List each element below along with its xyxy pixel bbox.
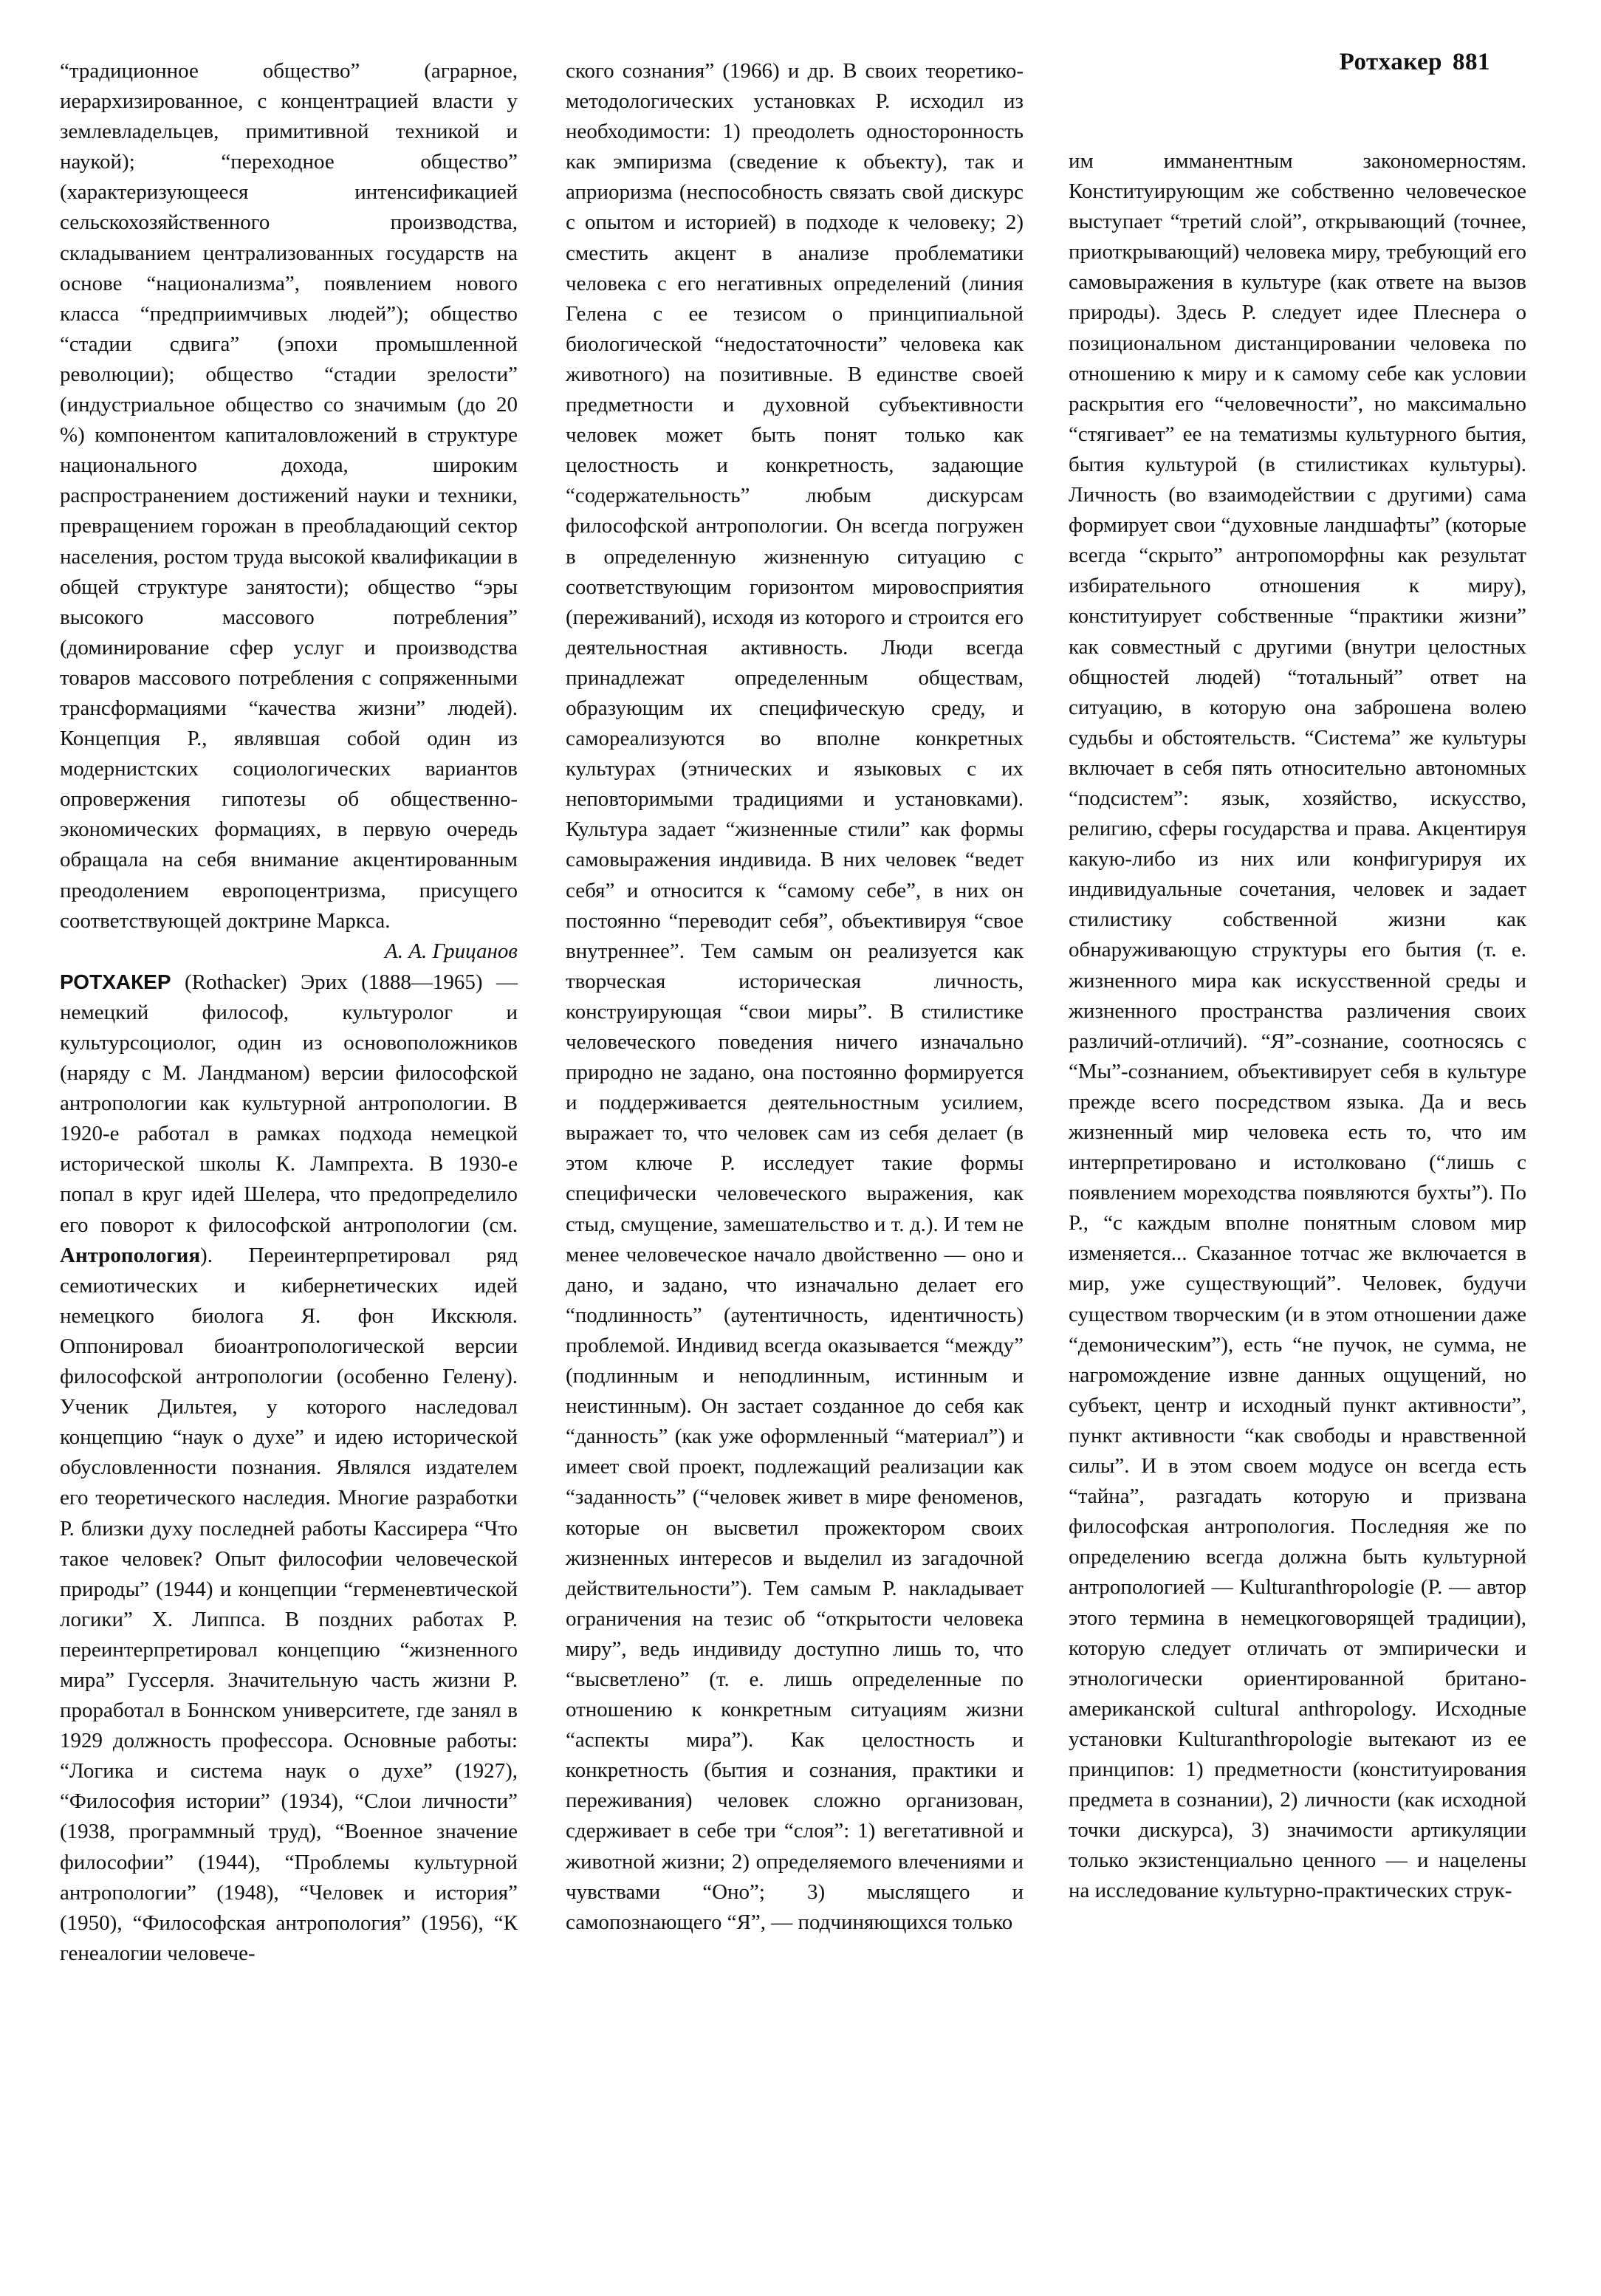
cross-reference-link: Антропология (60, 1243, 201, 1267)
running-title: Ротхакер (1339, 49, 1442, 75)
running-header (1340, 49, 1490, 76)
entry-rothacker (60, 967, 518, 1969)
entry-text-continued: ского сознания” (1966) и др. В своих теоретико-методологических установках Р. исходил из необходимости: 1) преодолеть односторонность как эмпиризма (сведение к объекту), так и априоризма (неспособность связать свой дискурс с опытом и историей) в подходе к человеку; 2) сместить акцент в анализе проблематики человека с его негативных определений (линия Гелена с ее тезисом о принципиальной биологической “недостаточности” человека как животного) на позитивные. В единстве своей предметности и духовной субъективности человек может быть понят только как целостность и конкретность, задающие “содержательность” любым дискурсам философской антропологии. Он всегда погружен в определенную жизненную ситуацию с соответствующим горизонтом мировосприятия (переживаний), исходя из которого и строится его деятельностная активность. Люди всегда принадлежат определенным обществам, образующим их специфическую среду, и самореализуются во вполне конкретных культурах (этнических и языковых с их неповторимыми традициями и установками). Культура задает “жизненные стили” как формы самовыражения индивида. В них человек “ведет себя” и относится к “самому себе”, в них он постоянно “переводит себя”, объективируя “свое внутреннее”. Тем самым он реализуется как творческая историческая личность, конструирующая “свои миры”. В стилистике человеческого поведения ничего изначально природно не задано, она постоянно формируется и поддерживается деятельностным усилием, выражает то, что человек сам из себя делает (в этом ключе Р. исследует такие формы специфически человеческого выражения, как стыд, смущение, замешательство и т. д.). И тем не менее человеческое начало двойственно — оно и дано, и задано, что изначально делает его “подлинность” (аутентичность, идентичность) проблемой. Индивид всегда оказывается “между” (подлинным и неподлинным, истинным и неистинным). Он застает созданное до себя как “данность” (как уже оформленный “материал”) и имеет свой проект, подлежащий реализации как “заданность” (“человек живет в мире феноменов, которые он высветил прожектором своих жизненных интересов и выделил из загадочной действительности”). Тем самым Р. накладывает ограничения на тезис об “открытости человека миру”, ведь индивиду доступно лишь то, что “высветлено” (т. е. лишь определенные по отношению к конкретным ситуациям жизни “аспекты мира”). Как целостность и конкретность (бытия и сознания, практики и переживания) человек сложно организован, сдерживает в себе три “слоя”: 1) вегетативной и животной жизни; 2) определяемого влечениями и чувствами “Оно”; 3) мыслящего и самопознающего “Я”, — подчиняющихся только (566, 59, 1024, 1934)
previous-article-text: “традиционное общество” (аграрное, иерархизированное, с концентрацией власти у землевладельцев, примитивной техникой и наукой); “переходное общество” (характеризующееся интенсификацией сельскохозяйственного производства, складыванием централизованных государств на основе “национализма”, появлением нового класса “предприимчивых людей”); общество “стадии сдвига” (эпохи промышленной революции); общество “стадии зрелости” (индустриальное общество со значимым (до 20 %) компонентом капиталовложений в структуре национального дохода, широким распространением достижений науки и техники, превращением горожан в преобладающий сектор населения, ростом труда высокой квалификации в общей структуре занятости); общество “эры высокого массового потребления” (доминирование сфер услуг и производства товаров массового потребления с сопряженными трансформациями “качества жизни” людей). Концепция Р., являвшая собой один из модернистских социологических вариантов опровержения гипотезы об общественно-экономических формациях, в первую очередь обращала на себя внимание акцентированным преодолением европоцентризма, присущего соответствующей доктрине Маркса. (60, 59, 518, 933)
page-number: 881 (1453, 49, 1490, 75)
entry-text-part-b: ). Переинтерпретировал ряд семиотических и кибернетических идей немецкого биолога Я. фон Икскюля. Оппонировал биоантропологической версии философской антропологии (особенно Гелену). Ученик Дильтея, у которого наследовал концепцию “наук о духе” и идею исторической обусловленности познания. Являлся издателем его теоретического наследия. Многие разработки Р. близки духу последней работы Кассирера “Что такое человек? Опыт философии человеческой природы” (1944) и концепции “герменевтической логики” Х. Липпса. В поздних работах Р. переинтерпретировал концепцию “жизненного мира” Гуссерля. Значительную часть жизни Р. проработал в Боннском университете, где занял в 1929 должность профессора. Основные работы: “Логика и система наук о духе” (1927), “Философия истории” (1934), “Слои личности” (1938, программный труд), “Военное значение философии” (1944), “Проблемы культурной антропологии” (1948), “Человек и история” (1950), “Философская антропология” (1956), “К генеалогии человече- (60, 1243, 518, 1965)
entry-term: РОТХАКЕР (60, 970, 171, 993)
entry-text-part-a: (Rothacker) Эрих (1888—1965) — немецкий философ, культуролог и культурсоциолог, один из основоположников (наряду с М. Ландманом) версии философской антропологии как культурной антропологии. В 1920-е работал в рамках подхода немецкой исторической школы К. Лампрехта. В 1930-е попал в круг идей Шелера, что предопределило его поворот к философской антропологии (см. (60, 970, 518, 1237)
column-left (60, 56, 518, 1969)
entry-text-continued-2: им имманентным закономерностям. Конституирующим же собственно человеческое выступает “третий слой”, открывающий (точнее, приоткрывающий) человека миру, требующий его самовыражения в культуре (как ответе на вызов природы). Здесь Р. следует идее Плеснера о позициональном дистанцировании человека по отношению к миру и к самому себе как условии раскрытия его “человечности”, но максимально “стягивает” ее на тематизмы культурного бытия, бытия культурой (в стилистиках культуры). Личность (во взаимодействии с другими) сама формирует свои “духовные ландшафты” (которые всегда “скрыто” антропоморфны как результат избирательного отношения к миру), конституирует собственные “практики жизни” как совместный с другими (внутри целостных общностей людей) “тотальный” ответ на ситуацию, в которую она заброшена волею судьбы и обстоятельств. “Система” же культуры включает в себя пять относительно автономных “подсистем”: язык, хозяйство, искусство, религию, сферы государства и права. Акцентируя какую-либо из них или конфигурируя их индивидуальные сочетания, человек и задает стилистику собственной жизни как обнаруживающую структуры его бытия (т. е. жизненного мира как искусственной среды и жизненного пространства различения своих различий-отличий). “Я”-сознание, соотносясь с “Мы”-сознанием, объективирует себя в культуре прежде всего посредством языка. Да и весь жизненный мир человека есть то, что им интерпретировано и истолковано (“лишь с появлением мореходства появляются бухты”). По Р., “с каждым вполне понятным словом мир изменяется... Сказанное тотчас же включается в мир, уже существующий”. Человек, будучи существом творческим (и в этом отношении даже “демоническим”), есть “не пучок, не сумма, не нагромождение извне данных ощущений, но субъект, центр и исходный пункт активности”, пункт активности “как свободы и нравственной силы”. И в этом своем модусе он всегда есть “тайна”, разгадать которую и призвана философская антропология. Последняя же по определению всегда должна быть культурной антропологией — Kulturanthropologie (Р. — автор этого термина в немецкоговорящей традиции), которую следует отличать от эмпирически и этнологически ориентированной британо-американской cultural anthropology. Исходные установки Kulturanthropologie вытекают из ее принципов: 1) предметности (конституирования предмета в сознании), 2) личности (как исходной точки дискурса), 3) значимости артикуляции только экзистенциально ценного — и нацелены на исследование культурно-практических струк- (1069, 149, 1526, 1903)
author-signature: А. А. Грицанов (385, 939, 518, 963)
column-middle (566, 56, 1024, 1938)
column-right (1069, 146, 1526, 1906)
